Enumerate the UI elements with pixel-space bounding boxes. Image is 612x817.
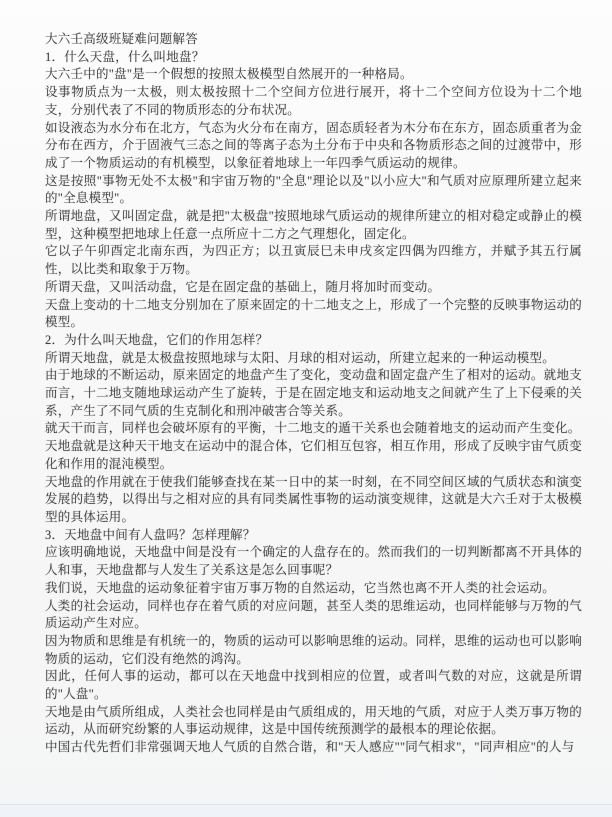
paragraph: 由于地球的不断运动，原来固定的地盘产生了变化，变动盘和固定盘产生了相对的运动。就地支而言，十二地支随地球运动产生了旋转，于是在固定地支和运动地支之间就产生了上下侵乘的关系，产生了不同气质的生克制化和刑冲破害合等关系。	[45, 368, 582, 418]
paragraph: 因此，任何人事的运动，都可以在天地盘中找到相应的位置，或者叫气数的对应，这就是所谓的"人盘"。	[45, 669, 582, 702]
paragraph: 我们说，天地盘的运动象征着宇宙万事万物的自然运动，它当然也离不开人类的社会运动。	[45, 580, 556, 595]
paragraph: 这是按照"事物无处不太极"和宇宙万物的"全息"理论以及"以小应大"和气质对应原理所建立起来的"全息模型"。	[45, 173, 582, 206]
section-question-3	[45, 527, 582, 757]
paragraph: 所谓天盘，又叫活动盘，它是在固定盘的基础上，随月将加时而变动。	[45, 279, 441, 294]
section-question-1	[45, 49, 582, 332]
paragraph: 天地是由气质所组成，人类社会也同样是由气质组成的，用天地的气质，对应于人类万事万物的运动，从而研究纷繁的人事运动规律，这是中国传统预测学的最根本的理论依据。	[45, 704, 582, 737]
paragraph: 天地盘的作用就在于使我们能够查找在某一日中的某一时刻，在不同空间区域的气质状态和演变发展的趋势，以得出与之相对应的具有同类属性事物的运动演变规律，这就是大六壬对于太极模型的具体运用。	[45, 474, 582, 524]
paragraph: 所谓地盘，又叫固定盘，就是把"太极盘"按照地球气质运动的规律所建立的相对稳定或静止的模型，这种模型把地球上任意一点所应十二方之气理想化，固定化。	[45, 209, 582, 241]
question-heading: 3．天地盘中间有人盘吗？怎样理解？	[45, 527, 256, 542]
paragraph: 因为物质和思维是有机统一的，物质的运动可以影响思维的运动。同样，思维的运动也可以影响物质的运动，它们没有绝然的鸿沟。	[45, 633, 582, 666]
paragraph: 应该明确地说，天地盘中间是没有一个确定的人盘存在的。然而我们的一切判断都离不开具体的人和事，天地盘都与人发生了关系这是怎么回事呢？	[45, 545, 582, 578]
footer-strip	[0, 804, 612, 817]
paragraph: 就天干而言，同样也会破坏原有的平衡，十二地支的遁干关系也会随着地支的运动而产生变化。	[45, 421, 581, 436]
paragraph: 人类的社会运动，同样也存在着气质的对应问题，甚至人类的思维运动，也同样能够与万物的气质运动产生对应。	[45, 598, 582, 631]
question-heading: 2．为什么叫天地盘，它们的作用怎样？	[45, 332, 269, 347]
paragraph: 天盘上变动的十二地支分别加在了原来固定的十二地支之上，形成了一个完整的反映事物运动的模型。	[45, 297, 582, 330]
paragraph: 设事物质点为一太极，则太极按照十二个空间方位进行展开，将十二个空间方位设为十二个地支，分别代表了不同的物质形态的分布状况。	[45, 85, 582, 117]
paragraph: 如设液态为水分布在北方，气态为火分布在南方，固态质轻者为木分布在东方，固态质重者为金分布在西方，介于固液气三态之间的等离子态为土分布于中央和各物质形态之间的过渡带中，形成了一个物质运动的有机模型，以象征着地球上一年四季气质运动的规律。	[45, 120, 582, 170]
section-question-2	[45, 332, 582, 527]
paragraph: 所谓天地盘，就是太极盘按照地球与太阳、月球的相对运动，所建立起来的一种运动模型。	[45, 350, 556, 365]
paragraph: 大六壬中的"盘"是一个假想的按照太极模型自然展开的一种格局。	[45, 67, 413, 82]
page-title: 大六壬高级班疑难问题解答	[45, 32, 199, 46]
paragraph: 天地盘就是这种天干地支在运动中的混合体，它们相互包容，相互作用，形成了反映宇宙气质变化和作用的混沌模型。	[45, 439, 582, 471]
paragraph: 它以子午卯酉定北南东西，为四正方；以丑寅辰巳未申戌亥定四偶为四维方，并赋予其五行属性，以比类和取象于万物。	[45, 244, 582, 277]
question-heading: 1．什么天盘，什么叫地盘？	[45, 49, 205, 64]
paragraph: 中国古代先哲们非常强调天地人气质的自然合谐，和"天人感应""同气相求"，"同声相应"的人与	[45, 740, 575, 755]
document-page	[45, 31, 582, 757]
